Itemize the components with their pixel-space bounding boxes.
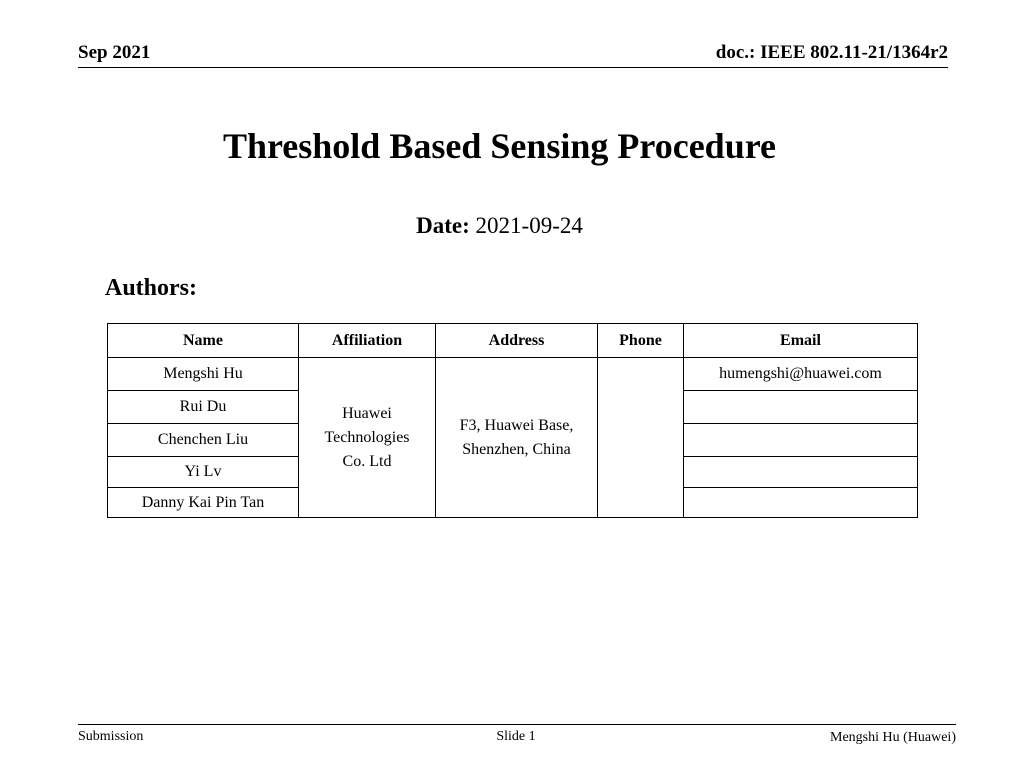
author-email xyxy=(684,488,918,518)
footer-slide-number: Slide 1 xyxy=(496,729,536,744)
authors-heading: Authors: xyxy=(105,275,198,301)
authors-table xyxy=(107,323,918,518)
header-divider xyxy=(78,67,948,68)
author-name: Danny Kai Pin Tan xyxy=(108,488,299,518)
affiliation-line: Technologies xyxy=(324,428,410,446)
date-value: 2021-09-24 xyxy=(475,213,583,238)
column-header-affiliation: Affiliation xyxy=(299,324,436,358)
column-header-name: Name xyxy=(108,324,299,358)
author-email: humengshi@huawei.com xyxy=(684,358,918,391)
author-email xyxy=(684,457,918,488)
affiliation-cell xyxy=(299,358,436,518)
slide-title: Threshold Based Sensing Procedure xyxy=(222,126,777,166)
author-name: Yi Lv xyxy=(108,457,299,488)
table-header-row xyxy=(108,324,918,358)
affiliation-line: Huawei xyxy=(342,404,392,422)
header-date: Sep 2021 xyxy=(78,42,151,63)
author-email xyxy=(684,391,918,424)
date-line xyxy=(0,212,999,240)
column-header-address: Address xyxy=(436,324,598,358)
column-header-phone: Phone xyxy=(598,324,684,358)
affiliation-line: Co. Ltd xyxy=(342,452,392,470)
author-name: Mengshi Hu xyxy=(108,358,299,391)
author-email xyxy=(684,424,918,457)
footer-submission: Submission xyxy=(78,729,144,744)
footer-author: Mengshi Hu (Huawei) xyxy=(830,730,956,745)
footer-divider xyxy=(78,724,956,725)
column-header-email: Email xyxy=(684,324,918,358)
phone-cell xyxy=(598,358,684,518)
author-name: Rui Du xyxy=(108,391,299,424)
header-doc-id: doc.: IEEE 802.11-21/1364r2 xyxy=(715,42,948,63)
address-line: F3, Huawei Base, xyxy=(459,416,574,434)
table-row xyxy=(108,358,918,391)
address-line: Shenzhen, China xyxy=(462,440,571,458)
author-name: Chenchen Liu xyxy=(108,424,299,457)
address-cell xyxy=(436,358,598,518)
date-label: Date: xyxy=(416,213,470,238)
